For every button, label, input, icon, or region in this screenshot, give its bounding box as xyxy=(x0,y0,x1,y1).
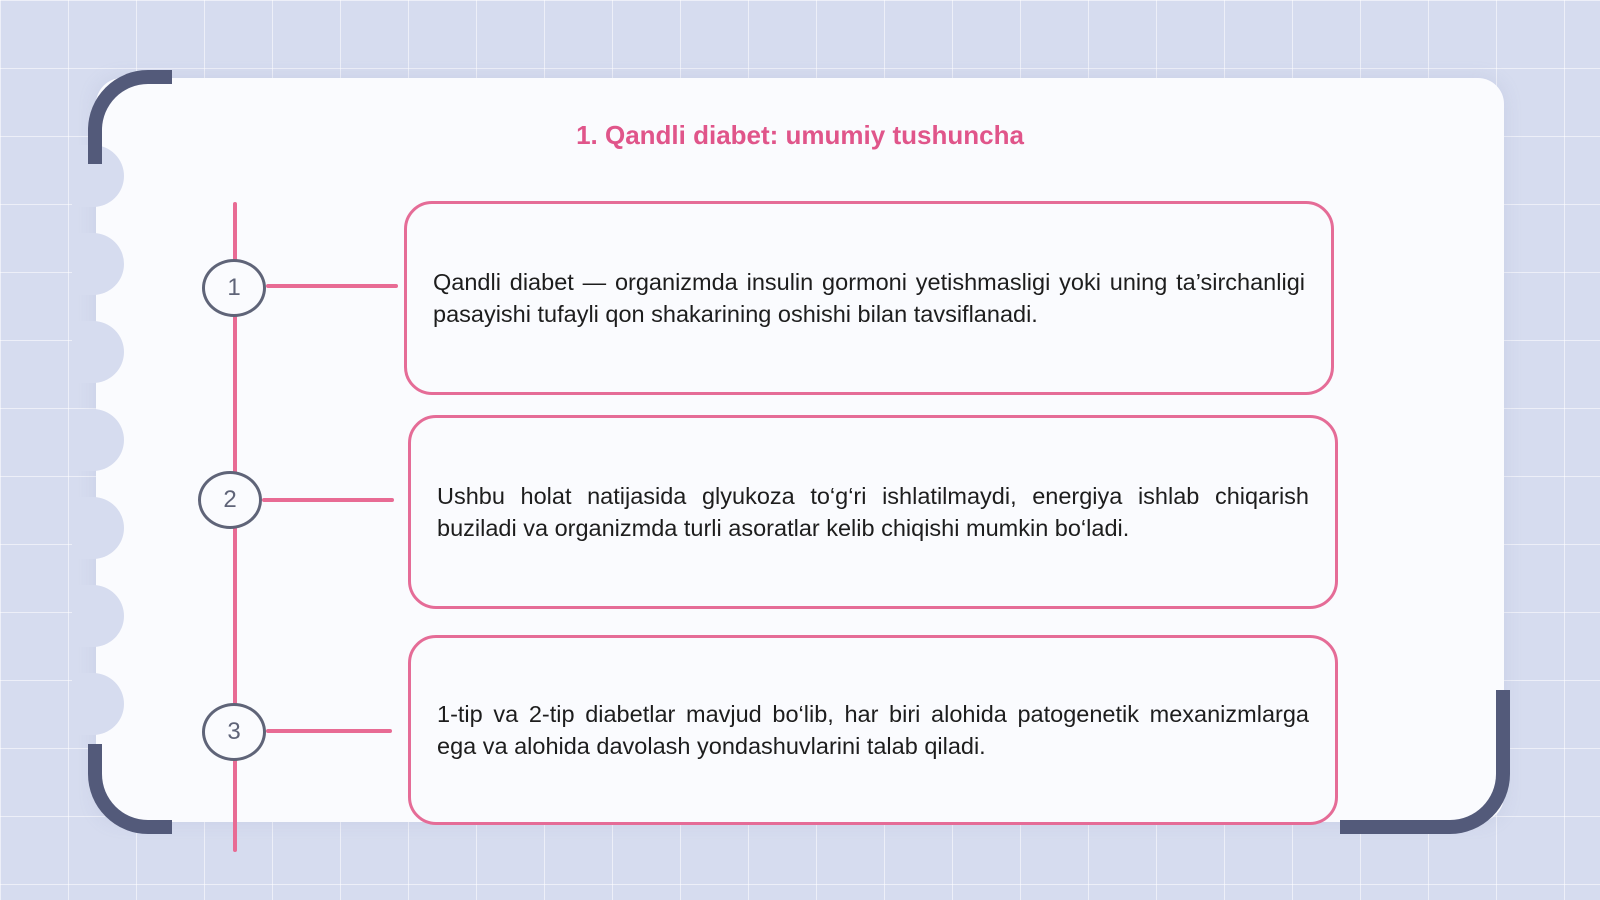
timeline-card-text: 1-tip va 2-tip diabetlar mavjud bo‘lib, har biri alohida patogenetik mexanizmlarga ega va alohida davolash yondashuvlarini talab qiladi. xyxy=(437,701,1309,759)
timeline-marker-2 xyxy=(198,471,262,529)
timeline-card-2 xyxy=(408,415,1338,609)
timeline-number: 3 xyxy=(227,718,241,745)
corner-bracket-bottom-right xyxy=(1340,690,1510,834)
timeline-card-3 xyxy=(408,635,1338,825)
timeline-marker-1 xyxy=(202,259,266,317)
timeline-card-text: Qandli diabet — organizmda insulin gormoni yetishmasligi yoki uning ta’sirchanligi pasayishi tufayli qon shakarining oshishi bilan tavsiflanadi. xyxy=(433,269,1305,327)
timeline-connector xyxy=(266,284,398,288)
corner-bracket-bottom-left xyxy=(88,744,172,834)
timeline-number: 2 xyxy=(223,486,237,513)
timeline-card-text: Ushbu holat natijasida glyukoza to‘g‘ri ishlatilmaydi, energiya ishlab chiqarish buziladi va organizmda turli asoratlar kelib chiqishi mumkin bo‘ladi. xyxy=(437,483,1309,541)
timeline-number: 1 xyxy=(227,274,241,301)
slide-title: 1. Qandli diabet: umumiy tushuncha xyxy=(576,120,1024,150)
timeline-card-1 xyxy=(404,201,1334,395)
corner-bracket-top-left xyxy=(88,70,172,164)
timeline-connector xyxy=(266,729,392,733)
timeline-connector xyxy=(262,498,394,502)
timeline-marker-3 xyxy=(202,703,266,761)
